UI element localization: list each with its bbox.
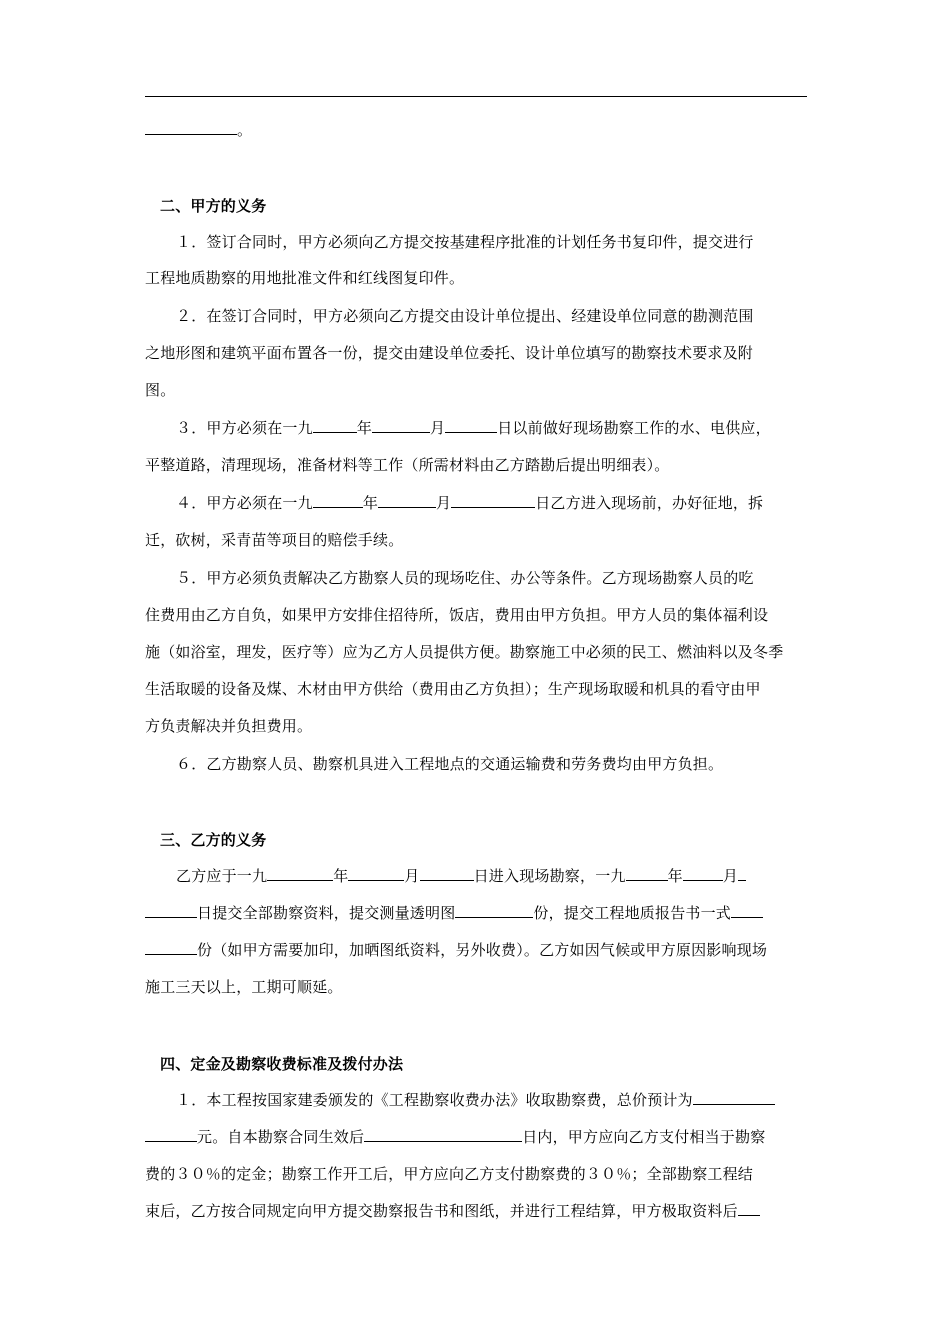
paragraph-line: ６．乙方勘察人员、勘察机具进入工程地点的交通运输费和劳务费均由甲方负担。	[176, 755, 724, 773]
paragraph-line: 乙方应于一九 年 月 日进入现场勘察，一九 年 月	[176, 866, 810, 886]
paragraph-line: 之地形图和建筑平面布置各一份，提交由建设单位委托、设计单位填写的勘察技术要求及附	[145, 344, 754, 362]
paragraph-line: 施工三天以上，工期可顺延。	[145, 978, 343, 996]
paragraph-line: 日提交全部勘察资料，提交测量透明图 份，提交工程地质报告书一式	[145, 903, 810, 923]
section-4-heading: 四、定金及勘察收费标准及拨付办法	[160, 1055, 404, 1073]
paragraph-line: 份（如甲方需要加印，加晒图纸资料，另外收费）。乙方如因气候或甲方原因影响现场	[145, 940, 810, 960]
paragraph-line: 束后，乙方按合同规定向甲方提交勘察报告书和图纸，并进行工程结算，甲方极取资料后	[145, 1201, 810, 1221]
text-line: 。	[145, 120, 810, 140]
paragraph-line: 住费用由乙方自负，如果甲方安排住招待所，饭店，费用由甲方负担。甲方人员的集体福利设	[145, 606, 769, 624]
paragraph-line: 施（如浴室，理发，医疗等）应为乙方人员提供方便。勘察施工中必须的民工、燃油料以及冬季	[145, 643, 784, 661]
paragraph-line: １．签订合同时，甲方必须向乙方提交按基建程序批准的计划任务书复印件，提交进行	[176, 233, 754, 251]
paragraph-line: ４．甲方必须在一九 年 月 日乙方进入现场前，办好征地，拆	[176, 494, 764, 512]
paragraph-line: 方负责解决并负担费用。	[145, 717, 313, 735]
paragraph-line: ３．甲方必须在一九 年 月 日以前做好现场勘察工作的水、电供应，	[176, 419, 771, 437]
paragraph-line: 图。	[145, 381, 176, 399]
paragraph-line: 生活取暖的设备及煤、木材由甲方供给（费用由乙方负担）；生产现场取暖和机具的看守由甲	[145, 680, 761, 698]
paragraph-line: 元。自本勘察合同生效后 日内，甲方应向乙方支付相当于勘察	[145, 1127, 810, 1147]
blank-fill-line	[145, 96, 807, 97]
paragraph-line: 费的３０％的定金；勘察工作开工后，甲方应向乙方支付勘察费的３０％；全部勘察工程结	[145, 1165, 754, 1183]
paragraph-line: ５．甲方必须负责解决乙方勘察人员的现场吃住、办公等条件。乙方现场勘察人员的吃	[176, 569, 754, 587]
section-2-heading: 二、甲方的义务	[160, 197, 267, 215]
paragraph-line: ２．在签订合同时，甲方必须向乙方提交由设计单位提出、经建设单位同意的勘测范围	[176, 307, 754, 325]
paragraph-line: １．本工程按国家建委颁发的《工程勘察收费办法》收取勘察费，总价预计为	[176, 1090, 810, 1110]
paragraph-line: 工程地质勘察的用地批准文件和红线图复印件。	[145, 269, 465, 287]
paragraph-line: 迁，砍树，采青苗等项目的赔偿手续。	[145, 531, 404, 549]
section-3-heading: 三、乙方的义务	[160, 831, 267, 849]
paragraph-line: 平整道路，清理现场，准备材料等工作（所需材料由乙方踏勘后提出明细表）。	[145, 456, 670, 474]
